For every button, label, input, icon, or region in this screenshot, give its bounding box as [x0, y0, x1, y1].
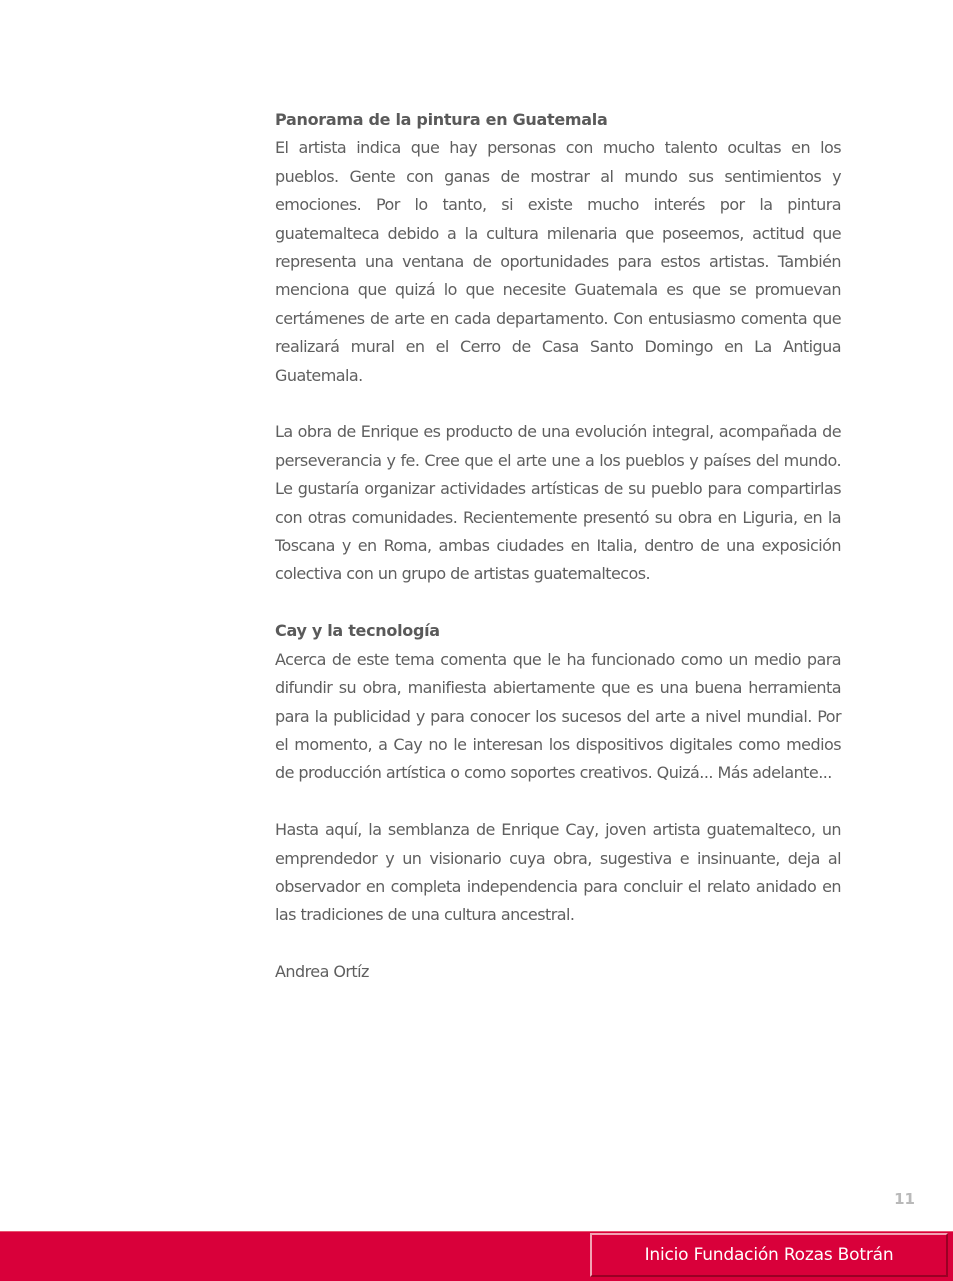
article-body: [275, 106, 841, 987]
author-name: Andrea Ortíz: [275, 962, 369, 982]
section-heading-tecnologia: Cay y la tecnología: [275, 621, 440, 641]
paragraph-tecnologia: Acerca de este tema comenta que le ha funcionado como un medio para difundir su obra, manifiesta abiertamente que es una buena herramienta para la publicidad y para conocer los sucesos del arte a nivel mundial. Por el momento, a Cay no le interesan los dispositivos digitales como medios de producción artística o como soportes creativos. Quizá... Más adelante...: [275, 649, 841, 783]
section-heading-panorama: Panorama de la pintura en Guatemala: [275, 110, 608, 129]
paragraph-spacer: [275, 788, 841, 816]
paragraph-obra: La obra de Enrique es producto de una evolución integral, acompañada de perseverancia y fe. Cree que el arte une a los pueblos y países del mundo. Le gustaría organizar actividades artísticas de su pueblo para compartirlas con otras comunidades. Recientemente presentó su obra en Liguria, en la Toscana y en Roma, ambas ciudades en Italia, dentro de una exposición colectiva con un grupo de artistas guatemaltecos.: [275, 422, 841, 584]
paragraph-spacer: [275, 390, 841, 418]
paragraph-conclusion: Hasta aquí, la semblanza de Enrique Cay, joven artista guatemalteco, un emprendedor y un visionario cuya obra, sugestiva e insinuante, deja al observador en completa independencia para concluir el relato anidado en las tradiciones de una cultura ancestral.: [275, 820, 841, 925]
paragraph-spacer: [275, 930, 841, 958]
paragraph-panorama: El artista indica que hay personas con mucho talento ocultas en los pueblos. Gente con ganas de mostrar al mundo sus sentimientos y emociones. Por lo tanto, si existe mucho interés por la pintura guatemalteca debido a la cultura milenaria que poseemos, actitud que representa una ventana de oportunidades para estos artistas. También menciona que quizá lo que necesite Guatemala es que se promuevan certámenes de arte en cada departamento. Con entusiasmo comenta que realizará mural en el Cerro de Casa Santo Domingo en La Antigua Guatemala.: [275, 138, 841, 385]
paragraph-spacer: [275, 589, 841, 617]
home-link-button[interactable]: Inicio Fundación Rozas Botrán: [590, 1233, 948, 1277]
page-number: 11: [894, 1190, 915, 1208]
